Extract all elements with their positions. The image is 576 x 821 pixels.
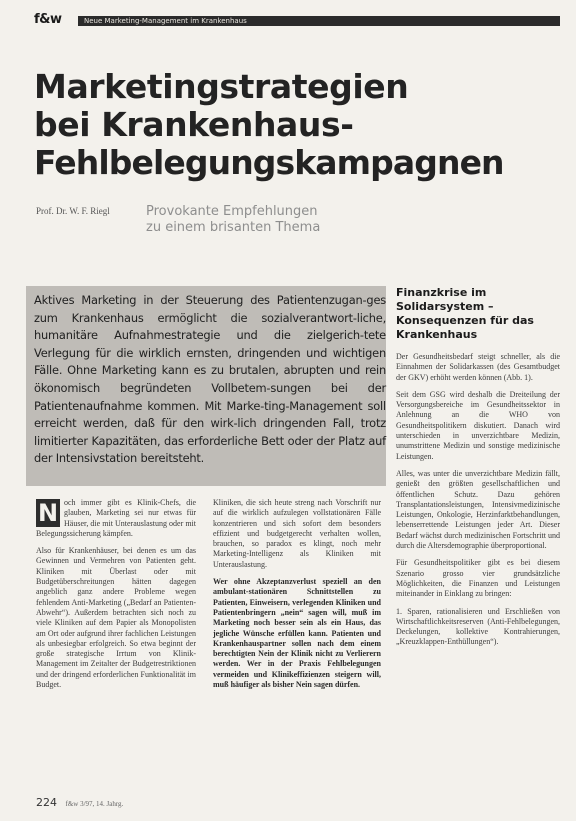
sidebar-paragraph: Seit dem GSG wird deshalb die Dreiteilung der Versorgungsbereiche im Gesundheitssektor in Anlehnung an die WHO von Gesundheitspolitikern diskutiert. Danach wird unterschieden in unverzichtbare Medizin, unumstrittene Medizin und sonstige medizinische Leistungen. xyxy=(396,389,560,461)
sidebar-column xyxy=(396,286,560,655)
body-paragraph: Kliniken, die sich heute streng nach Vorschrift nur auf die wirklich aufzulegen vollstationären Fälle konzentrieren und sich sofort dem besonders effizient und budgetgerecht verhalten wollen, brauchen, so paradox es klingt, noch mehr Marketing-Intelligenz als Kliniken mit Unterauslastung. xyxy=(213,498,381,569)
body-paragraph: Also für Krankenhäuser, bei denen es um das Gewinnen und Vermehren von Patienten geht. Kliniken mit Überlast oder mit Budgetüberschreitungen hätten dagegen angeblich ganz andere Probleme wegen fehlendem Anti-Marketing („Bedarf an Patienten-Abwehr“). Außerdem betrachten sich noch zu viele Kliniken auf dem Papier als Monopolisten am Ort oder aufgrund ihrer fachlichen Leistungen als unbesiegbar erfolgreich. So etwa beginnt der große strategische Irrtum von Klinik-Management im Zeitalter der Budgetrestriktionen und der dringend erforderlichen Funktionalität im Budget. xyxy=(36,546,196,690)
sidebar-paragraph: Alles, was unter die unverzichtbare Medizin fällt, genießt den größten gesellschaftlichen und öffentlichen Schutz. Dazu gehören Transplantationsleistungen, Intensivmedizinische Leistungen, Onkologie, Herzinfarktbehandlungen, lebenserrettende Leistungen jeder Art. Dieser Bedarf wächst durch medizinischen Fortschritt und durch die Altersdemographie überproportional. xyxy=(396,468,560,551)
magazine-issue: f&w 3/97, 14. Jahrg. xyxy=(65,800,124,808)
sidebar-heading: Finanzkrise im Solidarsystem – Konsequenzen für das Krankenhaus xyxy=(396,286,534,341)
sidebar-paragraph: Für Gesundheitspolitiker gibt es bei diesem Szenario grosso vier grundsätzliche Möglichkeiten, die Finanzen und Leistungen miteinander in Einklang zu bringen: xyxy=(396,558,560,599)
lead-box xyxy=(26,286,386,486)
section-label: Neue Marketing-Management im Krankenhaus xyxy=(84,17,247,25)
lead-paragraph: Aktives Marketing in der Steuerung des Patientenzugan-ges zum Krankenhaus ermöglicht die sozialverantwort-liche, humanitäre Aufnahmestrategie und die zielgerich-tete Verlegung für die wirklich ernsten, dringenden und wichtigen Fälle. Ohne Marketing kann es zu brutalen, abrupten und rein ökonomisch begründeten Vollbetem-sungen bei der Patientenaufnahme kommen. Mit Marke-ting-Management soll erreicht werden, daß für den wirk-lich dringenden Fall, trotz limitierter Kapazitäten, das erforderliche Bett oder der Platz auf der Intensivstation bereitsteht. xyxy=(34,293,386,466)
author-name: Prof. Dr. W. F. Riegl xyxy=(36,206,110,216)
subtitle-line-2: zu einem brisanten Thema xyxy=(146,220,321,235)
title-line-2: bei Krankenhaus- xyxy=(34,105,354,144)
body-text: och immer gibt es Klinik-Chefs, die glauben, Marketing sei nur etwas für Häuser, die mit Unterauslastung oder mit Belegungssicherung kämpfen. xyxy=(36,498,196,538)
page-footer xyxy=(36,796,123,809)
page-header xyxy=(26,12,560,30)
body-column-1 xyxy=(36,498,196,697)
article-subtitle xyxy=(146,204,396,236)
sidebar-paragraph: Der Gesundheitsbedarf steigt schneller, als die Einnahmen der Solidarkassen (des Gesamtbudget der GKV) erhöht werden können (Abb. 1). xyxy=(396,352,560,382)
sidebar-paragraph: 1. Sparen, rationalisieren und Erschließen von Wirtschaftlichkeitsreserven (Anti-Fehlbelegungen, Deckelungen, kollektive Kontrahierungen, „Kreuzklappen-Enthüllungen“). xyxy=(396,606,560,647)
header-strip xyxy=(78,16,560,26)
body-column-2 xyxy=(213,498,381,697)
magazine-logo: f&w xyxy=(34,12,62,27)
body-paragraph-bold: Wer ohne Akzeptanzverlust speziell an den ambulant-stationären Schnittstellen zu Patienten, Einweisern, verlegenden Kliniken und Patientenbringern „nein“ sagen will, muß im Marketing noch besser sein als ein Haus, das jegliche Wünsche erfüllen kann. Patienten und Krankenhauspartner sollen nach dem einem berechtigten Nein der Klinik nicht zu Verlierern werden. Wer in der Praxis Fehlbelegungen vermeiden und Klinikeffizienzen steigern will, muß häufiger als bisher Nein sagen dürfen. xyxy=(213,577,381,690)
title-line-3: Fehlbelegungskampagnen xyxy=(34,143,504,182)
page-number: 224 xyxy=(36,796,57,809)
drop-cap: N xyxy=(37,499,59,527)
body-paragraph xyxy=(36,498,196,539)
article-title xyxy=(34,68,534,182)
title-line-1: Marketingstrategien xyxy=(34,67,409,106)
subtitle-line-1: Provokante Empfehlungen xyxy=(146,204,318,219)
